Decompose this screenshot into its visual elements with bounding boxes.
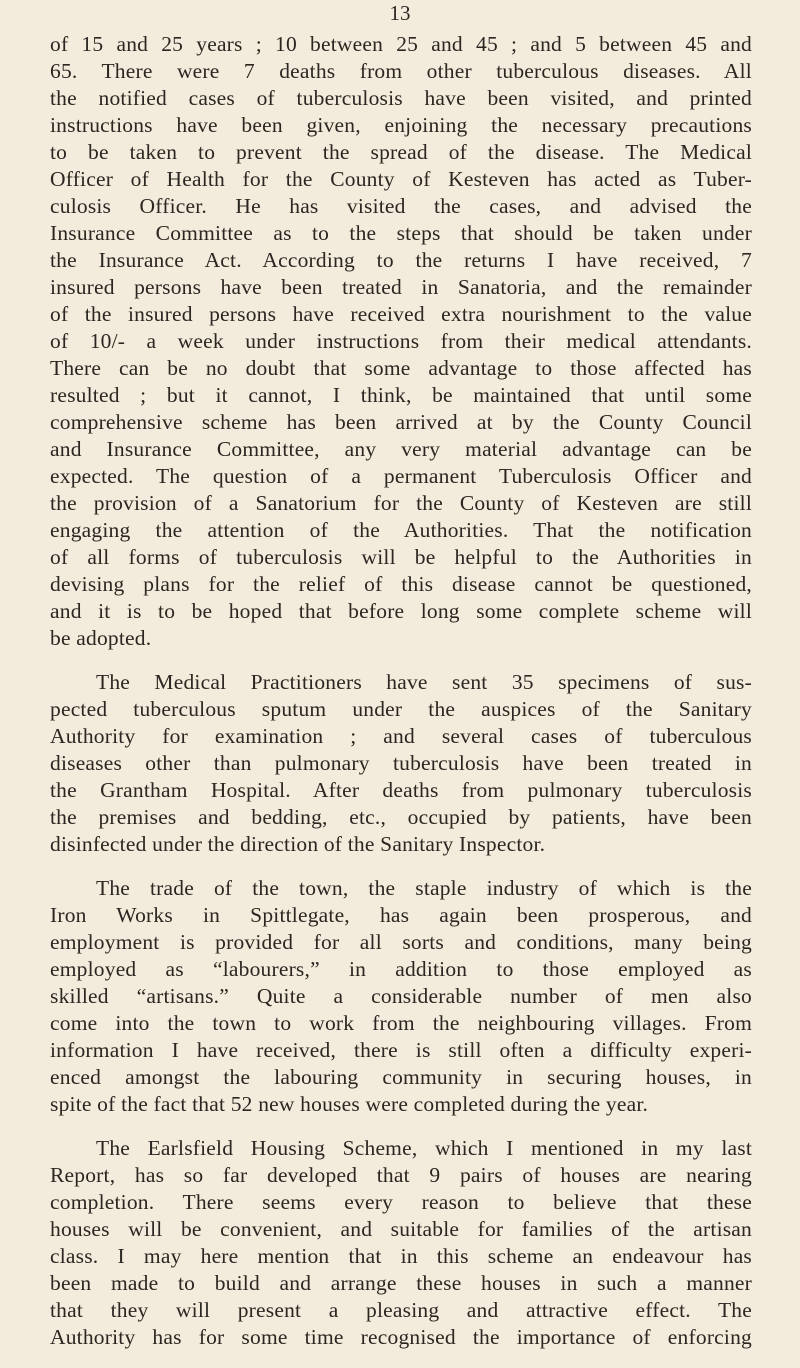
text-line: of 10/- a week under instructions from their medical attendants. [50, 329, 752, 353]
text-line: be adopted. [50, 626, 152, 650]
text-line: and Insurance Committee, any very material advantage can be [50, 437, 752, 461]
text-line: employed as “labourers,” in addition to those employed as [50, 957, 752, 981]
text-line: houses will be convenient, and suitable for families of the artisan [50, 1217, 752, 1241]
text-line: class. I may here mention that in this scheme an endeavour has [50, 1244, 752, 1268]
text-line: skilled “artisans.” Quite a considerable number of men also [50, 984, 752, 1008]
paragraph [50, 669, 752, 858]
text-line: Iron Works in Spittlegate, has again been prosperous, and [50, 903, 752, 927]
paragraph [50, 875, 752, 1118]
text-line: the premises and bedding, etc., occupied by patients, have been [50, 805, 752, 829]
text-line: the provision of a Sanatorium for the County of Kesteven are still [50, 491, 752, 515]
text-line: insured persons have been treated in Sanatoria, and the remainder [50, 275, 752, 299]
text-line: that they will present a pleasing and attractive effect. The [50, 1298, 752, 1322]
text-line: engaging the attention of the Authorities. That the notification [50, 518, 752, 542]
document-body [50, 31, 752, 1368]
text-line: Authority for examination ; and several cases of tuberculous [50, 724, 752, 748]
text-line: the Grantham Hospital. After deaths from pulmonary tuberculosis [50, 778, 752, 802]
text-line: devising plans for the relief of this disease cannot be questioned, [50, 572, 752, 596]
paragraph [50, 1135, 752, 1351]
page-number: 13 [389, 1, 411, 25]
text-line: of all forms of tuberculosis will be helpful to the Authorities in [50, 545, 752, 569]
text-line: to be taken to prevent the spread of the disease. The Medical [50, 140, 752, 164]
text-line: Report, has so far developed that 9 pairs of houses are nearing [50, 1163, 752, 1187]
text-line: instructions have been given, enjoining the necessary precautions [50, 113, 752, 137]
text-line: expected. The question of a permanent Tuberculosis Officer and [50, 464, 752, 488]
text-line: Insurance Committee as to the steps that should be taken under [50, 221, 752, 245]
text-line: completion. There seems every reason to believe that these [50, 1190, 752, 1214]
text-line: culosis Officer. He has visited the cases, and advised the [50, 194, 752, 218]
text-line: comprehensive scheme has been arrived at by the County Council [50, 410, 752, 434]
text-line: Officer of Health for the County of Kesteven has acted as Tuber- [50, 167, 752, 191]
text-line: of the insured persons have received extra nourishment to the value [50, 302, 752, 326]
paragraph [50, 31, 752, 652]
text-line: information I have received, there is still often a difficulty experi- [50, 1038, 752, 1062]
text-line: 65. There were 7 deaths from other tuberculous diseases. All [50, 59, 752, 83]
text-line: of 15 and 25 years ; 10 between 25 and 45 ; and 5 between 45 and [50, 32, 752, 56]
text-line: the Insurance Act. According to the returns I have received, 7 [50, 248, 752, 272]
text-line: There can be no doubt that some advantage to those affected has [50, 356, 752, 380]
text-line: the notified cases of tuberculosis have been visited, and printed [50, 86, 752, 110]
text-line: employment is provided for all sorts and conditions, many being [50, 930, 752, 954]
text-line: come into the town to work from the neighbouring villages. From [50, 1011, 752, 1035]
text-line: The Medical Practitioners have sent 35 specimens of sus- [96, 670, 752, 694]
text-line: The Earlsfield Housing Scheme, which I mentioned in my last [96, 1136, 752, 1160]
text-line: pected tuberculous sputum under the auspices of the Sanitary [50, 697, 752, 721]
text-line: resulted ; but it cannot, I think, be maintained that until some [50, 383, 752, 407]
text-line: The trade of the town, the staple industry of which is the [96, 876, 752, 900]
text-line: diseases other than pulmonary tuberculosis have been treated in [50, 751, 752, 775]
text-line: enced amongst the labouring community in securing houses, in [50, 1065, 752, 1089]
text-line: been made to build and arrange these houses in such a manner [50, 1271, 752, 1295]
text-line: and it is to be hoped that before long some complete scheme will [50, 599, 752, 623]
text-line: disinfected under the direction of the Sanitary Inspector. [50, 832, 546, 856]
text-line: spite of the fact that 52 new houses were completed during the year. [50, 1092, 649, 1116]
text-line: Authority has for some time recognised the importance of enforcing [50, 1325, 752, 1349]
